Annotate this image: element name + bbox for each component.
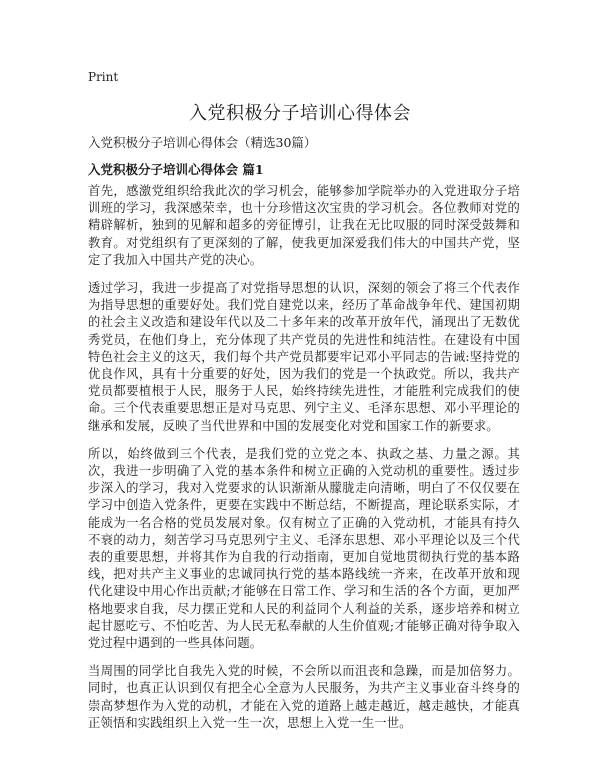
article-body	[88, 183, 520, 743]
document-subtitle: 入党积极分子培训心得体会（精选30篇）	[88, 135, 317, 150]
paragraph-2: 透过学习，我进一步提高了对党指导思想的认识，深刻的领会了将三个代表作为指导思想的重要好处。我们党自建党以来，经历了革命战争年代、建国初期的社会主义改造和建设年代以及二十多年来的改革开放年代，涌现出了无数优秀党员，在他们身上，充分体现了共产党员的先进性和纯洁性。在建设有中国特色社会主义的这天，我们每个共产党员都要牢记邓小平同志的告诫:坚持党的优良作风，具有十分重要的好处，因为我们的党是一个执政党。所以，我共产党员都要植根于人民，服务于人民，始终持续先进性，才能胜利完成我们的使命。三个代表重要思想正是对马克思、列宁主义、毛泽东思想、邓小平理论的继承和发展，反映了当代世界和中国的发展变化对党和国家工作的新要求。	[88, 281, 520, 433]
section-heading: 入党积极分子培训心得体会 篇1	[88, 162, 264, 177]
page-title: 入党积极分子培训心得体会	[189, 103, 411, 124]
paragraph-4: 当周围的同学比自我先入党的时候，不会所以而沮丧和急躁，而是加倍努力。同时，也真正认识到仅有把全心全意为人民服务，为共产主义事业奋斗终身的崇高梦想作为入党的动机，才能在入党的道路上越走越近，越走越快，才能真正领悟和实践组织上入党一生一次，思想上入党一生一世。	[88, 664, 520, 730]
paragraph-3: 所以，始终做到三个代表，是我们党的立党之本、执政之基、力量之源。其次，我进一步明确了入党的基本条件和树立正确的入党动机的重要性。透过步步深入的学习，我对入党要求的认识渐渐从朦胧走向清晰，明白了不仅仅要在学习中创造入党条件，更要在实践中不断总结，不断提高，理论联系实际，才能成为一名合格的党员发展对象。仅有树立了正确的入党动机，才能具有持久不衰的动力，刻苦学习马克思列宁主义、毛泽东思想、邓小平理论以及三个代表的重要思想，并将其作为自我的行动指南，更加自觉地贯彻执行党的基本路线，把对共产主义事业的忠诚同执行党的基本路线统一齐来，在改革开放和现代化建设中用心作出贡献;才能够在日常工作、学习和生活的各个方面，更加严格地要求自我，尽力摆正党和人民的利益同个人利益的关系，逐步培养和树立起甘愿吃亏、不怕吃苦、为人民无私奉献的人生价值观;才能够正确对待争取入党过程中遇到的一些具体问题。	[88, 446, 520, 651]
paragraph-1: 首先，感激党组织给我此次的学习机会，能够参加学院举办的入党进取分子培训班的学习，我深感荣幸，也十分珍惜这次宝贵的学习机会。各位教师对党的精辟解析，独到的见解和超多的旁征博引，让我在无比叹服的同时深受鼓舞和教育。对党组织有了更深刻的了解，使我更加深爱我们伟大的中国共产党，坚定了我加入中国共产党的决心。	[88, 184, 520, 267]
print-link[interactable]: Print	[88, 70, 119, 84]
